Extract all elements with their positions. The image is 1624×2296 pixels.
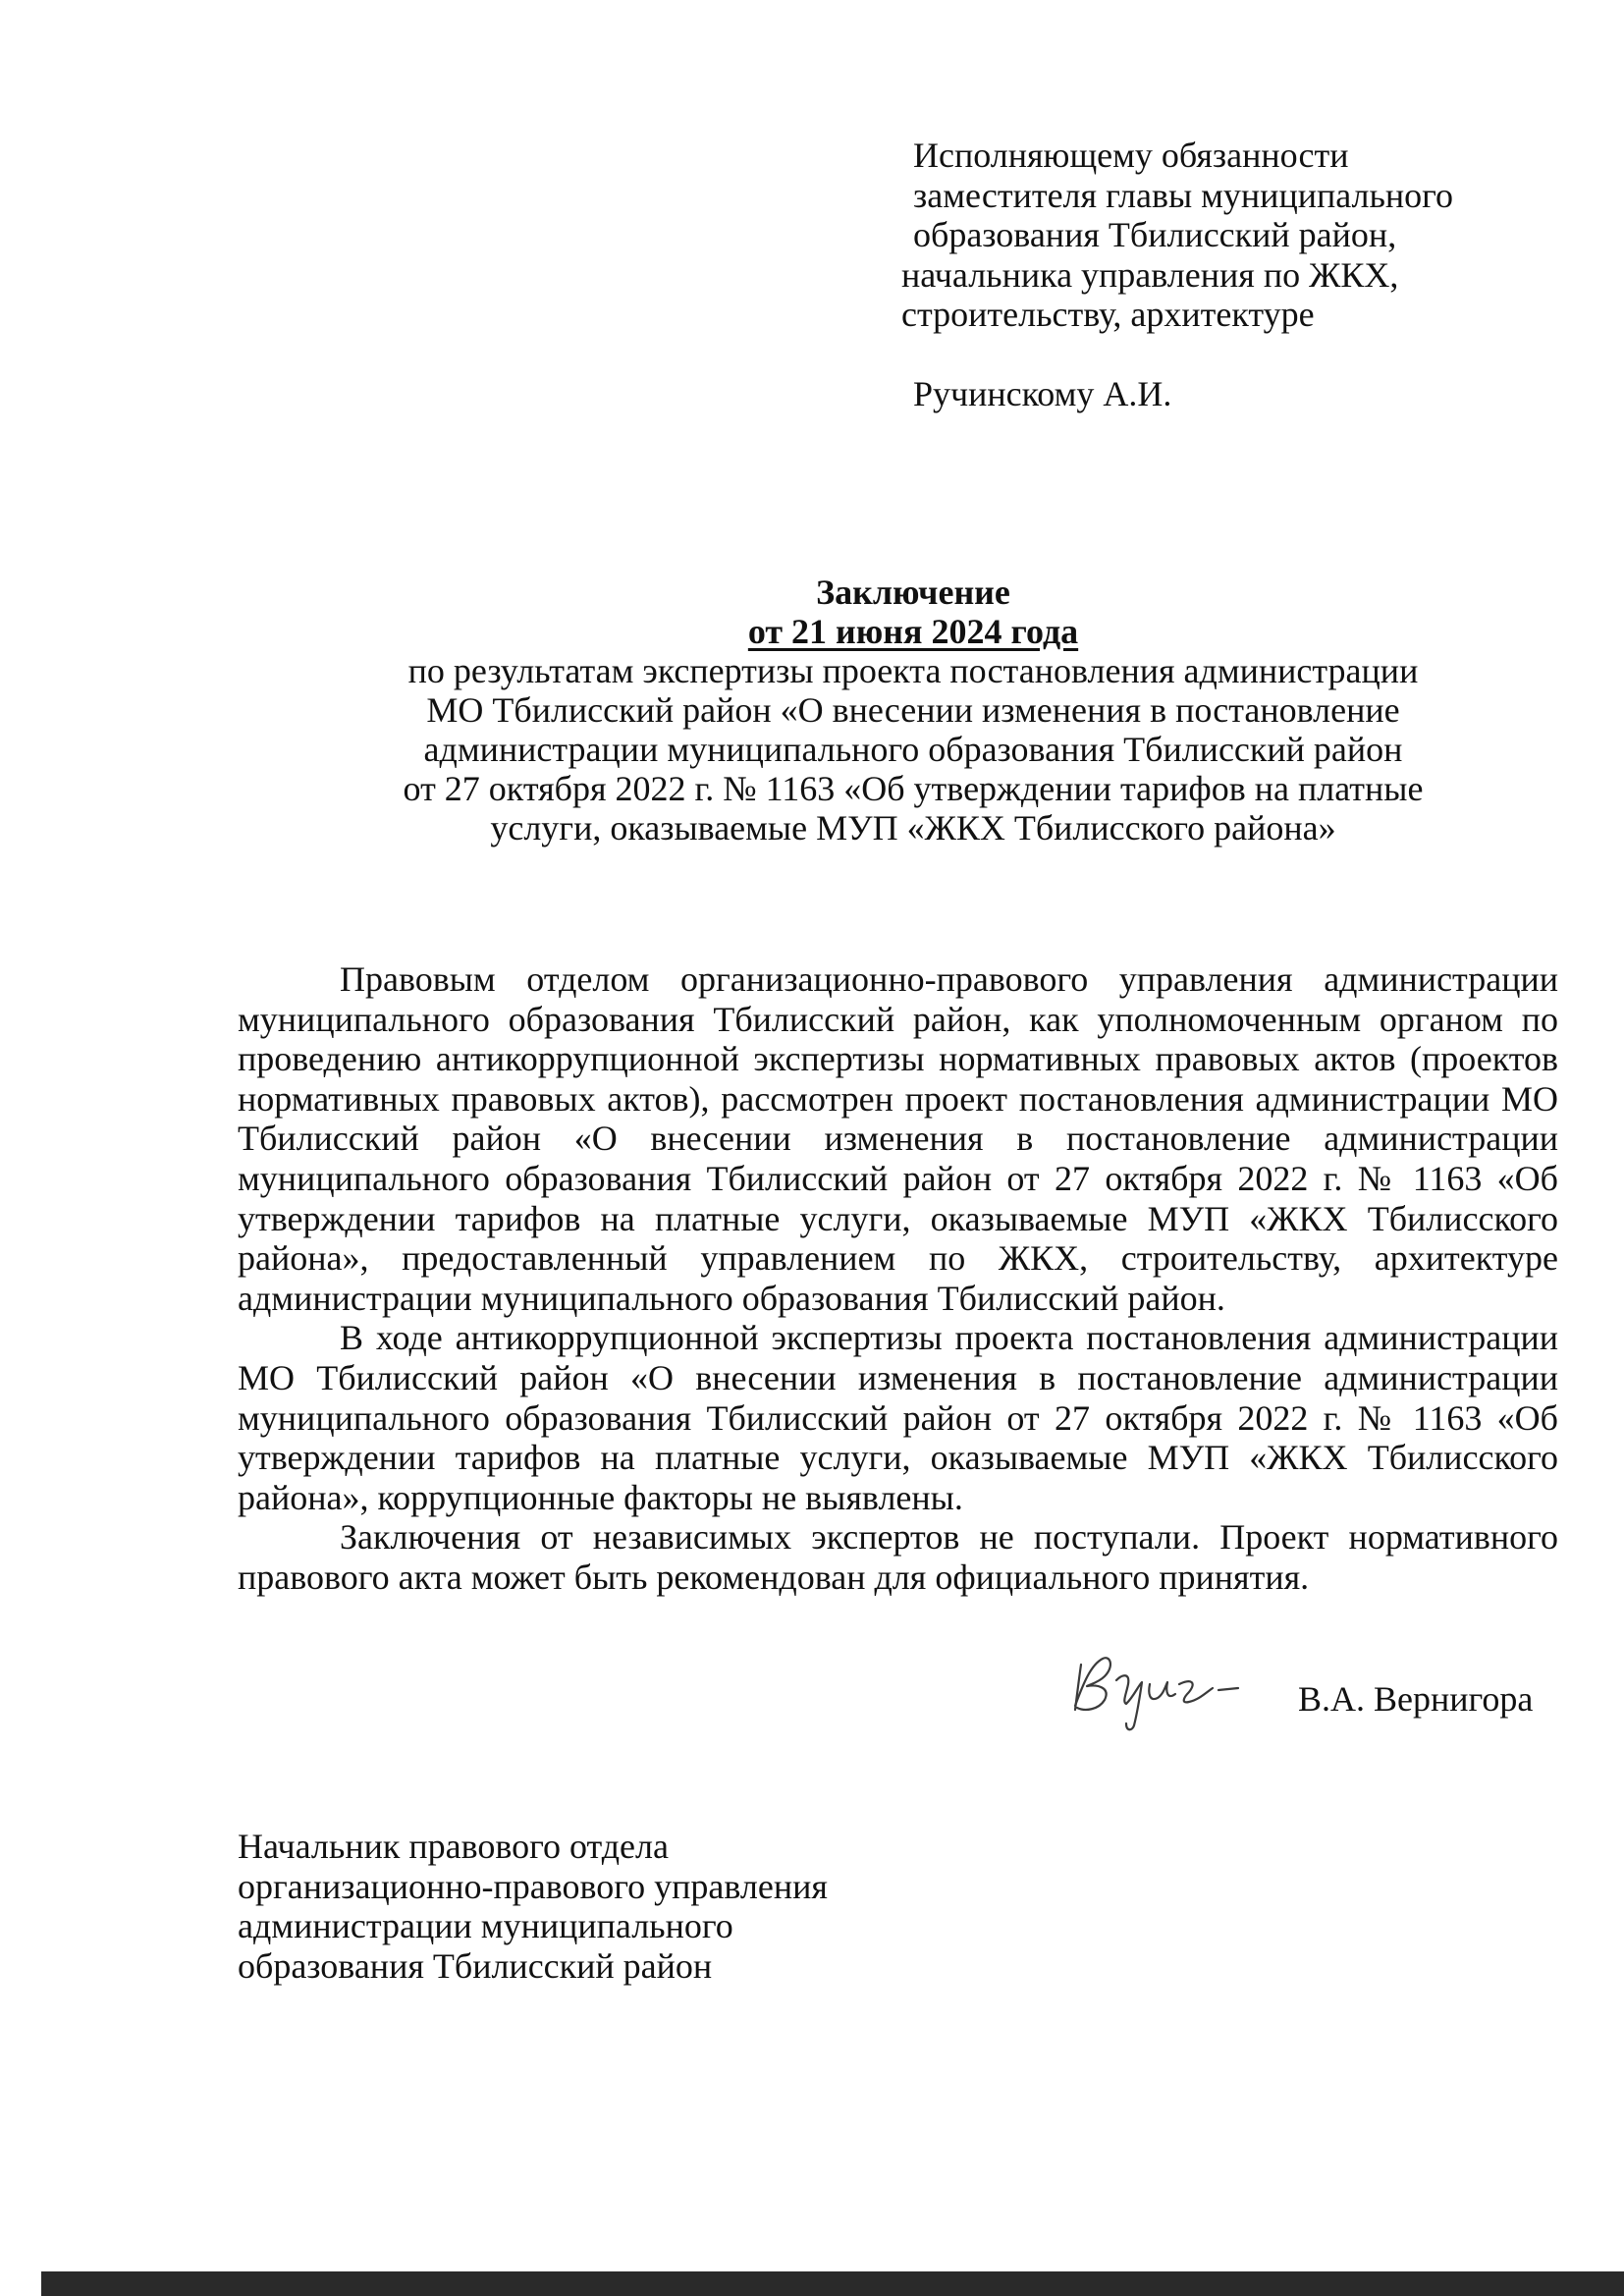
document-title: Заключение bbox=[816, 573, 1010, 612]
position-line: Начальник правового отдела bbox=[238, 1827, 669, 1866]
position-line: администрации муниципального bbox=[238, 1906, 733, 1945]
addressee-line: Исполняющему обязанности bbox=[913, 136, 1349, 175]
addressee-line: строительству, архитектуре bbox=[901, 295, 1315, 334]
subject-line: администрации муниципального образования Тбилисский район bbox=[423, 730, 1403, 769]
signer-name: В.А. Вернигора bbox=[1298, 1679, 1534, 1719]
addressee-block bbox=[901, 136, 1530, 413]
document-body bbox=[238, 959, 1558, 1598]
subject-line: услуги, оказываемые МУП «ЖКХ Тбилисского района» bbox=[490, 808, 1336, 847]
addressee-line: начальника управления по ЖКХ, bbox=[901, 254, 1399, 295]
addressee-name: Ручинскому А.И. bbox=[913, 373, 1172, 413]
body-paragraph: Заключения от независимых экспертов не поступали. Проект нормативного правового акта может быть рекомендован для официального принятия. bbox=[238, 1517, 1558, 1597]
document-heading bbox=[324, 573, 1502, 847]
subject-line: по результатам экспертизы проекта постановления администрации bbox=[407, 651, 1419, 690]
addressee-line: заместителя главы муниципального bbox=[913, 175, 1454, 215]
scan-edge-strip bbox=[41, 2271, 1624, 2296]
subject-line: от 27 октября 2022 г. № 1163 «Об утверждении тарифов на платные bbox=[403, 769, 1424, 808]
position-line: образования Тбилисский район bbox=[238, 1945, 713, 1986]
position-line: организационно-правового управления bbox=[238, 1866, 828, 1906]
signatory-position bbox=[238, 1827, 945, 1986]
body-paragraph: В ходе антикоррупционной экспертизы проекта постановления администрации МО Тбилисский район «О внесении изменения в постановление администрации муниципального образования Тбилисский район от 27 октября 2022 г. № 1163 «Об утверждении тарифов на платные услуги, оказываемые МУП «ЖКХ Тбилисского района», коррупционные факторы не выявлены. bbox=[238, 1318, 1558, 1517]
document-date: от 21 июня 2024 года bbox=[747, 612, 1079, 651]
handwritten-signature bbox=[1065, 1645, 1257, 1738]
addressee-line: образования Тбилисский район, bbox=[913, 215, 1397, 254]
body-paragraph: Правовым отделом организационно-правового управления администрации муниципального образования Тбилисский район, как уполномоченным органом по проведению антикоррупционной экспертизы нормативных правовых актов (проектов нормативных правовых актов), рассмотрен проект постановления администрации МО Тбилисский район «О внесении изменения в постановление администрации муниципального образования Тбилисский район от 27 октября 2022 г. № 1163 «Об утверждении тарифов на платные услуги, оказываемые МУП «ЖКХ Тбилисского района», предоставленный управлением по ЖКХ, строительству, архитектуре администрации муниципального образования Тбилисский район. bbox=[238, 959, 1558, 1318]
subject-line: МО Тбилисский район «О внесении изменения в постановление bbox=[426, 690, 1400, 730]
